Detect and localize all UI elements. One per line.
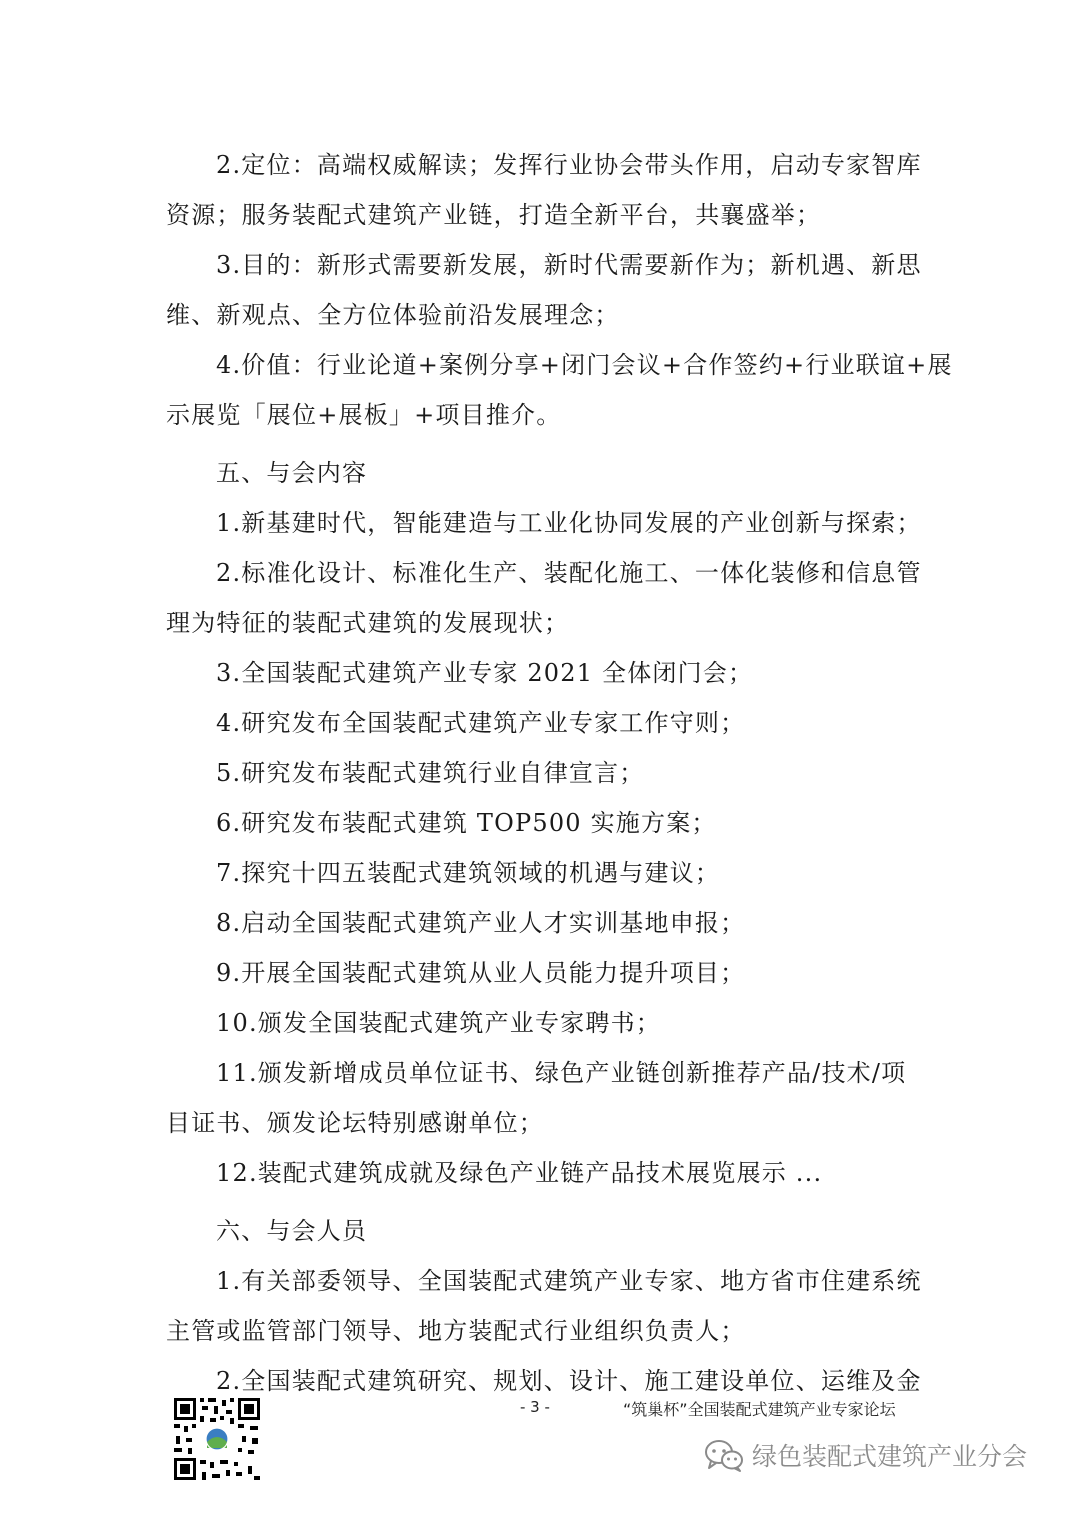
- list-item: 3.全国装配式建筑产业专家 2021 全体闭门会；: [216, 659, 754, 687]
- watermark: [704, 1435, 1027, 1475]
- list-item: 6.研究发布装配式建筑 TOP500 实施方案；: [216, 809, 717, 837]
- paragraph-line: 示展览「展位+展板」+项目推介。: [166, 401, 562, 429]
- wechat-icon: [704, 1438, 744, 1472]
- paragraph-line: 4.价值：行业论道+案例分享+闭门会议+合作签约+行业联谊+展: [216, 351, 953, 379]
- footer-title: “筑巢杯”全国装配式建筑产业专家论坛: [623, 1400, 896, 1419]
- list-item: 12.装配式建筑成就及绿色产业链产品技术展览展示 ...: [216, 1159, 823, 1187]
- watermark-text: 绿色装配式建筑产业分会: [752, 1442, 1028, 1471]
- list-item: 1.有关部委领导、全国装配式建筑产业专家、地方省市住建系统: [216, 1267, 922, 1295]
- list-item: 10.颁发全国装配式建筑产业专家聘书；: [216, 1009, 661, 1037]
- list-item: 2.标准化设计、标准化生产、装配化施工、一体化装修和信息管: [216, 559, 922, 587]
- list-item: 目证书、颁发论坛特别感谢单位；: [166, 1109, 544, 1137]
- list-item: 主管或监管部门领导、地方装配式行业组织负责人；: [166, 1317, 746, 1345]
- list-item: 11.颁发新增成员单位证书、绿色产业链创新推荐产品/技术/项: [216, 1059, 907, 1087]
- list-item: 9.开展全国装配式建筑从业人员能力提升项目；: [216, 959, 746, 987]
- paragraph-line: 资源；服务装配式建筑产业链，打造全新平台，共襄盛举；: [166, 201, 822, 229]
- list-item: 4.研究发布全国装配式建筑产业专家工作守则；: [216, 709, 746, 737]
- paragraph-line: 3.目的：新形式需要新发展，新时代需要新作为；新机遇、新思: [216, 251, 922, 279]
- list-item: 8.启动全国装配式建筑产业人才实训基地申报；: [216, 909, 746, 937]
- page-number: - 3 -: [520, 1398, 550, 1416]
- paragraph-line: 2.定位：高端权威解读；发挥行业协会带头作用，启动专家智库: [216, 151, 922, 179]
- list-item: 5.研究发布装配式建筑行业自律宣言；: [216, 759, 645, 787]
- qr-code-icon: [172, 1396, 262, 1482]
- paragraph-line: 维、新观点、全方位体验前沿发展理念；: [166, 301, 620, 329]
- list-item: 理为特征的装配式建筑的发展现状；: [166, 609, 570, 637]
- list-item: 7.探究十四五装配式建筑领域的机遇与建议；: [216, 859, 721, 887]
- list-item: 2.全国装配式建筑研究、规划、设计、施工建设单位、运维及金: [216, 1367, 922, 1395]
- list-item: 1.新基建时代，智能建造与工业化协同发展的产业创新与探索；: [216, 509, 922, 537]
- section-heading: 六、与会人员: [216, 1217, 368, 1245]
- document-body: [166, 140, 953, 1406]
- section-heading: 五、与会内容: [216, 459, 368, 487]
